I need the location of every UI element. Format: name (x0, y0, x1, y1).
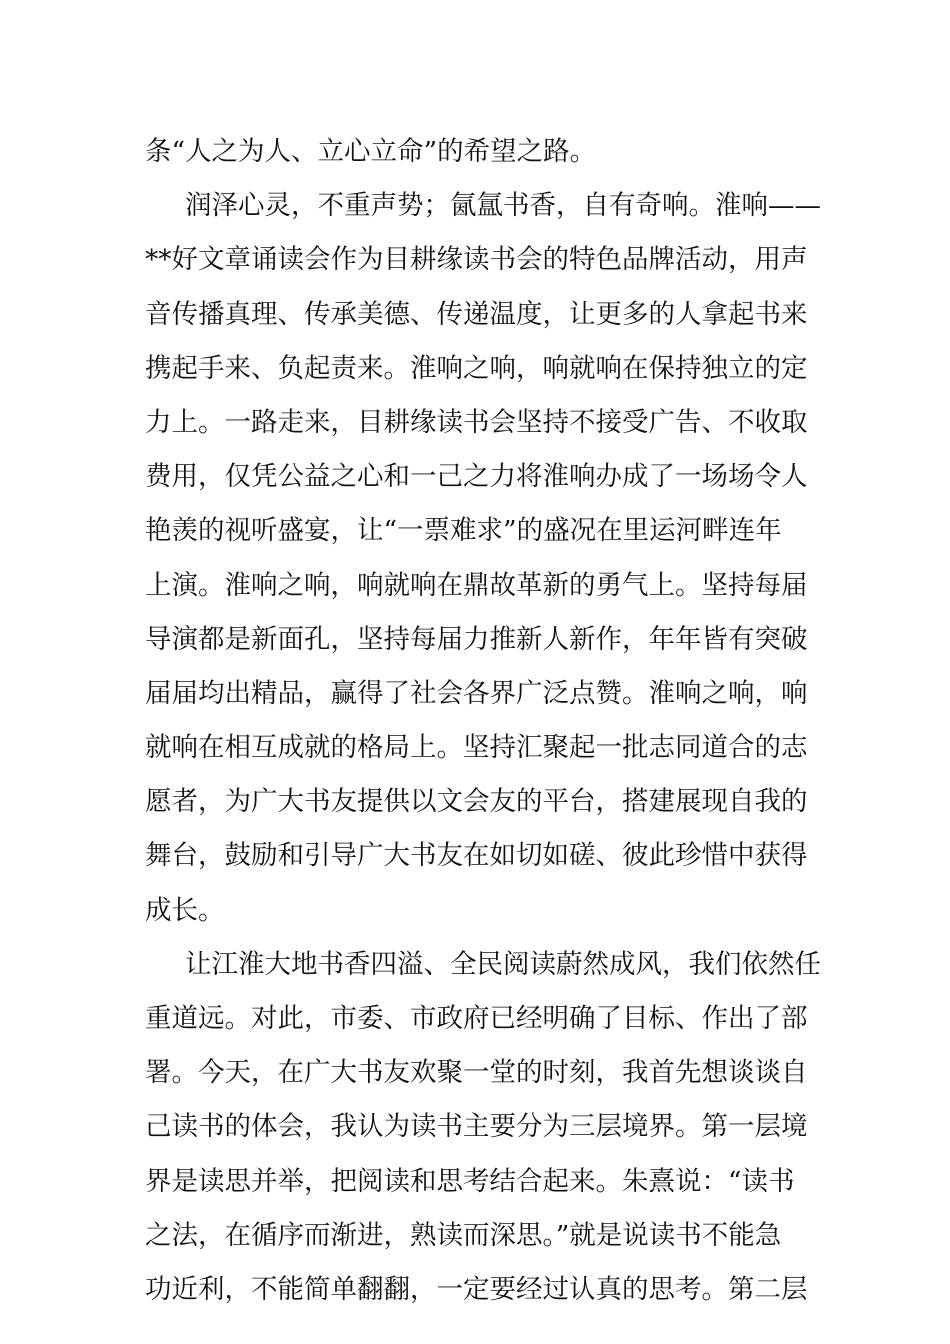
text-line: 舞台，鼓励和引导广大书友在如切如磋、彼此珍惜中获得 (145, 840, 808, 872)
text-line: 愿者，为广大书友提供以文会友的平台，搭建展现自我的 (145, 786, 808, 818)
text-line: 费用，仅凭公益之心和一己之力将淮响办成了一场场令人 (145, 461, 808, 493)
text-line: 携起手来、负起责来。淮响之响，响就响在保持独立的定 (145, 352, 808, 384)
text-line: 署。今天，在广大书友欢聚一堂的时刻，我首先想谈谈自 (145, 1057, 808, 1089)
text-line: 届届均出精品，赢得了社会各界广泛点赞。淮响之响，响 (145, 677, 808, 709)
text-line: 条“人之为人、立心立命”的希望之路。 (145, 136, 597, 167)
text-line: 重道远。对此，市委、市政府已经明确了目标、作出了部 (145, 1003, 808, 1034)
text-line: 己读书的体会，我认为读书主要分为三层境界。第一层境 (145, 1111, 808, 1143)
text-line: **好文章诵读会作为目耕缘读书会的特色品牌活动，用声 (145, 244, 808, 276)
text-line: 音传播真理、传承美德、传递温度，让更多的人拿起书来 (145, 298, 808, 330)
text-line: 之法，在循序而渐进，熟读而深思。”就是说读书不能急 (145, 1219, 782, 1251)
text-line: 成长。 (145, 894, 225, 926)
paragraph-start-line: 让江淮大地书香四溢、全民阅读蔚然成风，我们依然任 (185, 948, 821, 980)
text-line: 艳羡的视听盛宴，让“一票难求”的盛况在里运河畔连年 (145, 515, 782, 547)
text-line: 功近利，不能简单翻翻，一定要经过认真的思考。第二层 (145, 1273, 808, 1305)
paragraph-start-line: 润泽心灵，不重声势；氤氲书香，自有奇响。淮响—— (185, 190, 821, 222)
text-line: 力上。一路走来，目耕缘读书会坚持不接受广告、不收取 (145, 406, 808, 438)
text-line: 界是读思并举，把阅读和思考结合起来。朱熹说：“读书 (145, 1165, 795, 1197)
text-line: 上演。淮响之响，响就响在鼎故革新的勇气上。坚持每届 (145, 569, 808, 601)
text-line: 导演都是新面孔，坚持每届力推新人新作，年年皆有突破 (145, 623, 808, 655)
text-line: 就响在相互成就的格局上。坚持汇聚起一批志同道合的志 (145, 732, 808, 764)
body-text (145, 125, 821, 1317)
